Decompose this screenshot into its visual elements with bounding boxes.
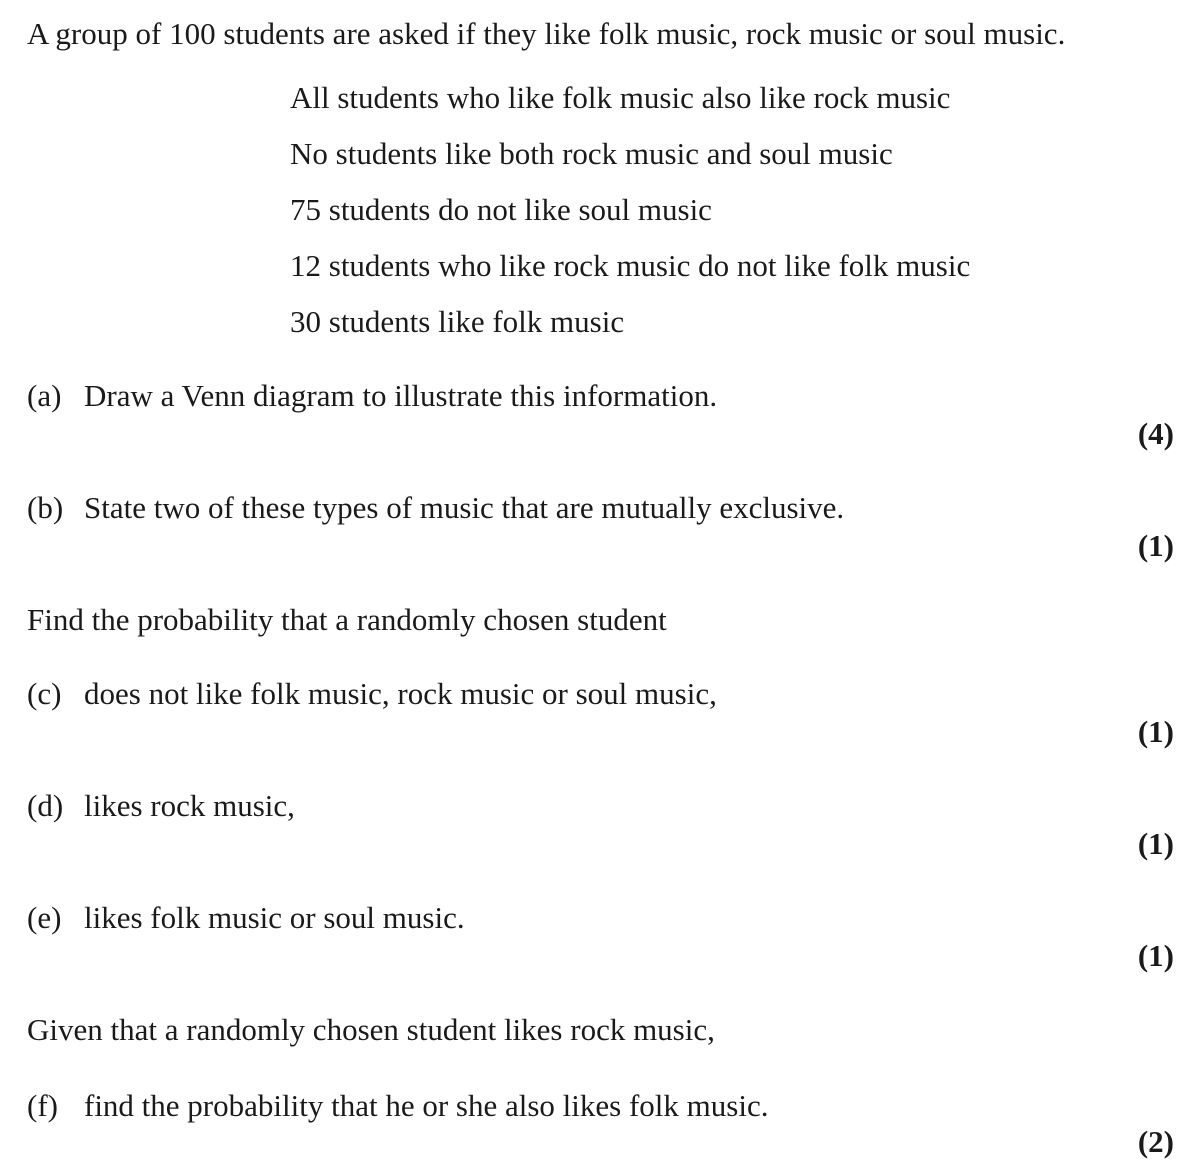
condition-3: 75 students do not like soul music xyxy=(290,192,712,227)
part-c xyxy=(27,678,717,709)
question-intro: A group of 100 students are asked if they like folk music, rock music or soul music. xyxy=(27,16,1066,51)
condition-5: 30 students like folk music xyxy=(290,304,625,339)
part-e-label: (e) xyxy=(27,900,62,935)
part-f-marks: (2) xyxy=(1137,1124,1174,1159)
part-c-marks: (1) xyxy=(1137,714,1174,749)
part-b-marks: (1) xyxy=(1137,528,1174,563)
part-c-label: (c) xyxy=(27,676,62,711)
condition-2: No students like both rock music and soul music xyxy=(290,136,893,171)
part-e xyxy=(27,902,465,933)
part-d-text: likes rock music, xyxy=(84,788,295,823)
part-f-label: (f) xyxy=(27,1088,58,1123)
part-d xyxy=(27,790,295,821)
given-prompt: Given that a randomly chosen student likes rock music, xyxy=(27,1012,715,1047)
part-d-marks: (1) xyxy=(1137,826,1174,861)
part-d-label: (d) xyxy=(27,788,64,823)
part-a xyxy=(27,380,717,411)
part-a-text: Draw a Venn diagram to illustrate this information. xyxy=(84,378,718,413)
probability-prompt: Find the probability that a randomly chosen student xyxy=(27,602,667,637)
part-f-text: find the probability that he or she also likes folk music. xyxy=(84,1088,769,1123)
part-e-text: likes folk music or soul music. xyxy=(84,900,465,935)
part-c-text: does not like folk music, rock music or soul music, xyxy=(84,676,717,711)
condition-4: 12 students who like rock music do not like folk music xyxy=(290,248,971,283)
part-a-marks: (4) xyxy=(1137,416,1174,451)
part-a-label: (a) xyxy=(27,378,62,413)
part-e-marks: (1) xyxy=(1137,938,1174,973)
condition-1: All students who like folk music also like rock music xyxy=(290,80,951,115)
part-b-label: (b) xyxy=(27,490,64,525)
part-f xyxy=(27,1090,768,1121)
part-b-text: State two of these types of music that are mutually exclusive. xyxy=(84,490,845,525)
part-b xyxy=(27,492,844,523)
